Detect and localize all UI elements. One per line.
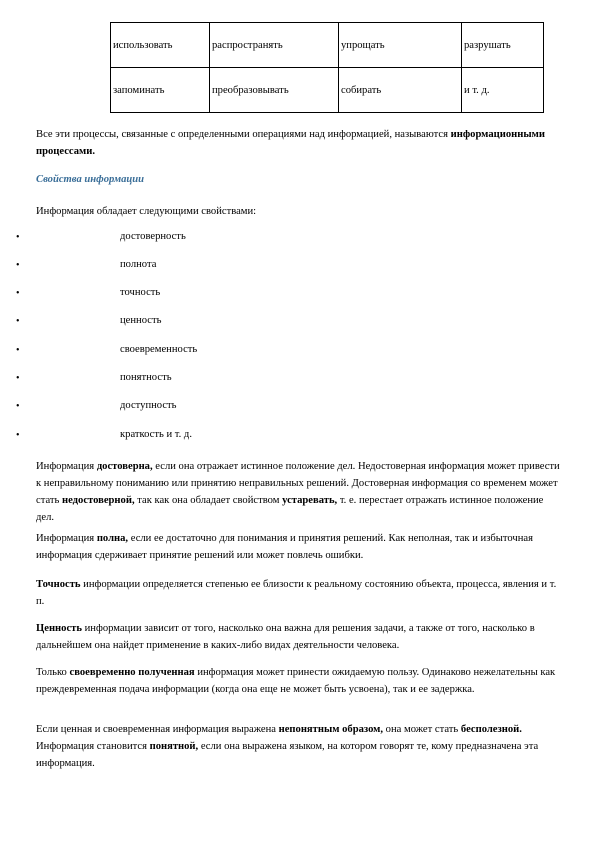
- bullet-icon: •: [16, 373, 20, 384]
- property-label: достоверность: [120, 231, 186, 242]
- paragraph-accuracy: [36, 576, 564, 610]
- paragraph-text: информации определяется степенью ее близости к реальному состоянию объекта, процесса, явления и т. п.: [36, 579, 557, 607]
- bold-term: Точность: [36, 579, 81, 590]
- bold-term: недостоверной,: [62, 495, 135, 506]
- paragraph-text: Только: [36, 667, 70, 678]
- paragraph-text: если ее достаточно для понимания и принятия решений. Как неполная, так и избыточная информация сдерживает принятие решений или может повлечь ошибки.: [36, 533, 533, 561]
- paragraph-value: [36, 620, 564, 654]
- bullet-icon: •: [16, 288, 20, 299]
- paragraph-text: информация может принести ожидаемую пользу. Одинаково нежелательны как преждевременная подача информации (когда она еще не может быть усвоена), так и ее задержка.: [36, 667, 556, 695]
- paragraph-text: Информация становится: [36, 741, 150, 752]
- property-label: понятность: [120, 372, 172, 383]
- table-row: [111, 68, 544, 113]
- bullet-icon: •: [16, 260, 20, 271]
- bold-term: устаревать,: [282, 495, 338, 506]
- table-cell: использовать: [111, 23, 210, 68]
- property-label: полнота: [120, 259, 157, 270]
- bold-term: непонятным образом,: [278, 724, 384, 735]
- section-heading: Свойства информации: [36, 174, 145, 185]
- table-cell: собирать: [339, 68, 462, 113]
- intro-bold-term: информационными процессами.: [36, 129, 545, 157]
- paragraph-clarity: [36, 721, 564, 772]
- paragraph-text: если она выражена языком, на котором говорят те, кому предназначена эта информация.: [36, 741, 539, 769]
- lead-text: Информация обладает следующими свойствами:: [36, 206, 257, 217]
- table-cell: запоминать: [111, 68, 210, 113]
- table-cell: разрушать: [462, 23, 544, 68]
- bullet-icon: •: [16, 345, 20, 356]
- property-label: точность: [120, 287, 161, 298]
- intro-paragraph: [36, 126, 564, 160]
- property-label: краткость и т. д.: [120, 429, 192, 440]
- bold-term: бесполезной.: [460, 724, 522, 735]
- table-cell: упрощать: [339, 23, 462, 68]
- bullet-icon: •: [16, 316, 20, 327]
- paragraph-text: т. е. перестает отражать истинное положение дел.: [36, 495, 544, 523]
- paragraph-reliability: [36, 458, 564, 526]
- paragraph-completeness: [36, 530, 564, 564]
- paragraph-text: информации зависит от того, насколько она важна для решения задачи, а также от того, насколько в дальнейшем она найдет применение в каких-либо видах деятельности человека.: [36, 623, 535, 651]
- bold-term: своевременно полученная: [69, 667, 195, 678]
- paragraph-text: Если ценная и своевременная информация выражена: [36, 724, 279, 735]
- bold-term: полна,: [96, 533, 129, 544]
- bullet-icon: •: [16, 401, 20, 412]
- paragraph-text: так как она обладает свойством: [134, 495, 283, 506]
- paragraph-text: Информация: [36, 461, 97, 472]
- bold-term: достоверна,: [96, 461, 153, 472]
- table-row: [111, 23, 544, 68]
- bullet-icon: •: [16, 430, 20, 441]
- paragraph-text: она может стать: [383, 724, 461, 735]
- table-cell: распространять: [210, 23, 339, 68]
- paragraph-timeliness: [36, 664, 564, 698]
- table-cell: преобразовывать: [210, 68, 339, 113]
- property-label: доступность: [120, 400, 177, 411]
- bold-term: Ценность: [36, 623, 82, 634]
- intro-text: Все эти процессы, связанные с определенными операциями над информацией, называются: [36, 129, 451, 140]
- bold-term: понятной,: [149, 741, 199, 752]
- table-cell: и т. д.: [462, 68, 544, 113]
- paragraph-text: если она отражает истинное положение дел. Недостоверная информация может привести к неправильному пониманию или принятию неправильных решений. Достоверная информация со временем может стать: [36, 461, 560, 506]
- bullet-icon: •: [16, 232, 20, 243]
- paragraph-text: Информация: [36, 533, 97, 544]
- operations-table: [110, 22, 544, 113]
- property-label: ценность: [120, 315, 162, 326]
- property-label: своевременность: [120, 344, 198, 355]
